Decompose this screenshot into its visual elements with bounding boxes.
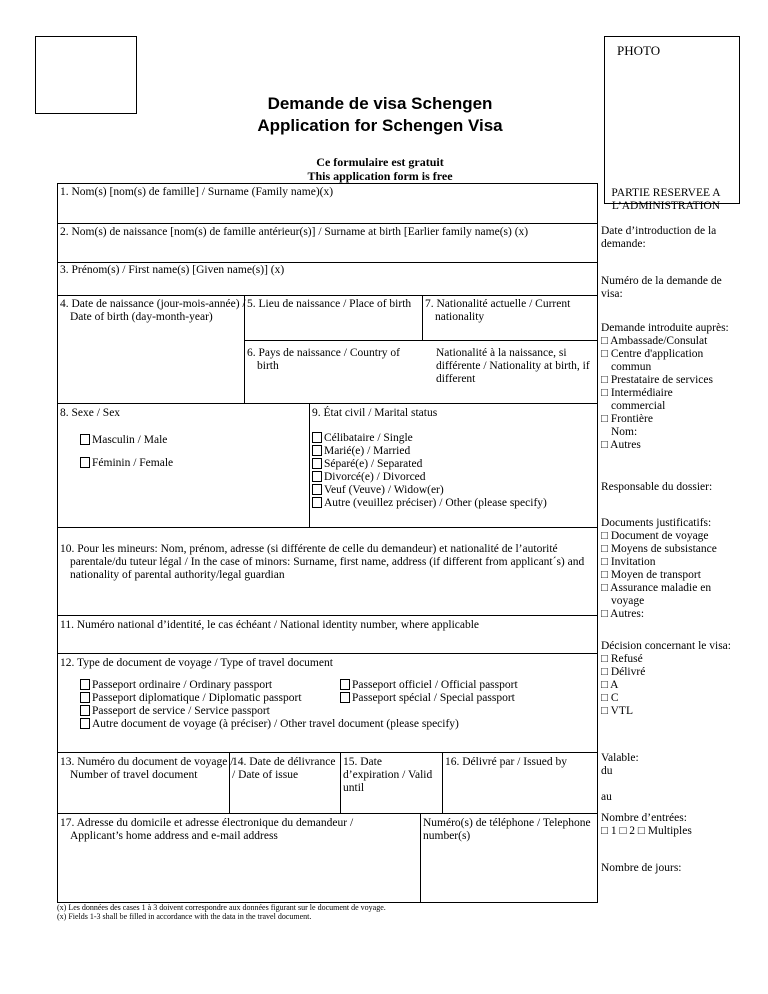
- footnote-en: (x) Fields 1-3 shall be filled in accordance with the data in the travel document.: [57, 912, 312, 921]
- field-11-label: 11. Numéro national d’identité, le cas échéant / National identity number, where applicable: [60, 619, 480, 631]
- admin-documents: Documents justificatifs: □ Document de voyage □ Moyens de subsistance □ Invitation □ Moyen de transport □ Assurance maladie en voyage □ Autres:: [601, 517, 717, 620]
- marital-separated[interactable]: Séparé(e) / Separated: [312, 458, 547, 471]
- field-14-label: 14. Date de délivrance / Date of issue: [232, 756, 336, 781]
- travel-doc-options-right: [340, 679, 518, 705]
- checkbox[interactable]: [312, 458, 322, 469]
- checkbox[interactable]: [312, 445, 322, 456]
- field-10-label: 10. Pour les mineurs: Nom, prénom, adresse (si différente de celle du demandeur) et nationalité de l’autorité parentale/du tuteur légal / In the case of minors: Surname, first name, address (if different from applicant´s) and nationality of parental authority/legal guardian: [60, 543, 585, 581]
- footnote-fr: (x) Les données des cases 1 à 3 doivent correspondre aux données figurant sur le document de voyage.: [57, 903, 386, 912]
- checkbox[interactable]: [312, 484, 322, 495]
- field-7b-label: Nationalité à la naissance, si différente / Nationality at birth, if different: [436, 347, 590, 385]
- doc-official[interactable]: Passeport officiel / Official passport: [340, 679, 518, 692]
- title-fr: Demande de visa Schengen: [267, 94, 493, 113]
- field-16-label: 16. Délivré par / Issued by: [445, 756, 567, 768]
- doc-ordinary[interactable]: Passeport ordinaire / Ordinary passport: [80, 679, 459, 692]
- free-en: This application form is free: [307, 169, 453, 183]
- marital-married[interactable]: Marié(e) / Married: [312, 445, 547, 458]
- checkbox[interactable]: [312, 497, 322, 508]
- doc-other[interactable]: Autre document de voyage (à préciser) / Other travel document (please specify): [80, 718, 459, 731]
- doc-diplomatic[interactable]: Passeport diplomatique / Diplomatic passport: [80, 692, 459, 705]
- checkbox[interactable]: [80, 457, 90, 468]
- field-1-label: 1. Nom(s) [nom(s) de famille] / Surname (Family name)(x): [60, 186, 334, 198]
- checkbox[interactable]: [80, 705, 90, 716]
- checkbox[interactable]: [80, 434, 90, 445]
- marital-other[interactable]: Autre (veuillez préciser) / Other (please specify): [312, 497, 547, 510]
- checkbox[interactable]: [312, 432, 322, 443]
- admin-responsable: Responsable du dossier:: [601, 481, 713, 493]
- admin-jours: Nombre de jours:: [601, 862, 682, 874]
- photo-label: PHOTO: [617, 43, 661, 58]
- photo-box: [604, 36, 740, 204]
- field-13-label: 13. Numéro du document de voyage / Number of travel document: [60, 756, 234, 781]
- sex-option-male[interactable]: Masculin / Male: [80, 434, 167, 447]
- field-3-label: 3. Prénom(s) / First name(s) [Given name(s)] (x): [60, 264, 285, 276]
- admin-introduite: Demande introduite auprès: □ Ambassade/Consulat □ Centre d'application commun □ Prestataire de services □ Intermédiaire commercial □ Frontière Nom: □ Autres: [601, 322, 729, 451]
- sex-option-female[interactable]: Féminin / Female: [80, 457, 173, 470]
- field-4-label: 4. Date de naissance (jour-mois-année) / Date of birth (day-month-year): [60, 298, 246, 323]
- field-8-label: 8. Sexe / Sex: [60, 407, 121, 419]
- admin-entrees: Nombre d’entrées: □ 1 □ 2 □ Multiples: [601, 812, 692, 837]
- field-7-label: 7. Nationalité actuelle / Current nationality: [425, 298, 571, 323]
- checkbox[interactable]: [312, 471, 322, 482]
- field-15-label: 15. Date d’expiration / Valid until: [343, 756, 433, 794]
- field-17-label: 17. Adresse du domicile et adresse électronique du demandeur / Applicant’s home address and e-mail address: [60, 817, 354, 842]
- title-en: Application for Schengen Visa: [257, 116, 503, 135]
- marital-single[interactable]: Célibataire / Single: [312, 432, 547, 445]
- field-6-label: 6. Pays de naissance / Country of birth: [247, 347, 400, 372]
- field-12-label: 12. Type de document de voyage / Type of travel document: [60, 657, 333, 669]
- field-9-label: 9. État civil / Marital status: [312, 407, 438, 419]
- field-2-label: 2. Nom(s) de naissance [nom(s) de famille antérieur(s)] / Surname at birth [Earlier family name(s) (x): [60, 226, 529, 238]
- checkbox[interactable]: [80, 692, 90, 703]
- admin-header: PARTIE RESERVEE A L’ADMINISTRATION: [611, 187, 721, 212]
- checkbox[interactable]: [80, 718, 90, 729]
- admin-num-demande: Numéro de la demande de visa:: [601, 275, 722, 300]
- field-5-label: 5. Lieu de naissance / Place of birth: [247, 298, 412, 310]
- checkbox[interactable]: [340, 692, 350, 703]
- doc-special[interactable]: Passeport spécial / Special passport: [340, 692, 518, 705]
- doc-service[interactable]: Passeport de service / Service passport: [80, 705, 459, 718]
- checkbox[interactable]: [340, 679, 350, 690]
- field-17b-label: Numéro(s) de téléphone / Telephone number(s): [423, 817, 591, 842]
- marital-widow[interactable]: Veuf (Veuve) / Widow(er): [312, 484, 547, 497]
- photo-box-left: [35, 36, 137, 114]
- free-fr: Ce formulaire est gratuit: [316, 155, 444, 169]
- marital-options: [312, 432, 547, 510]
- checkbox[interactable]: [80, 679, 90, 690]
- admin-date-intro: Date d’introduction de la demande:: [601, 225, 717, 250]
- admin-decision: Décision concernant le visa: □ Refusé □ Délivré □ A □ C □ VTL: [601, 640, 731, 717]
- admin-valable: Valable: du au: [601, 752, 639, 803]
- marital-divorced[interactable]: Divorcé(e) / Divorced: [312, 471, 547, 484]
